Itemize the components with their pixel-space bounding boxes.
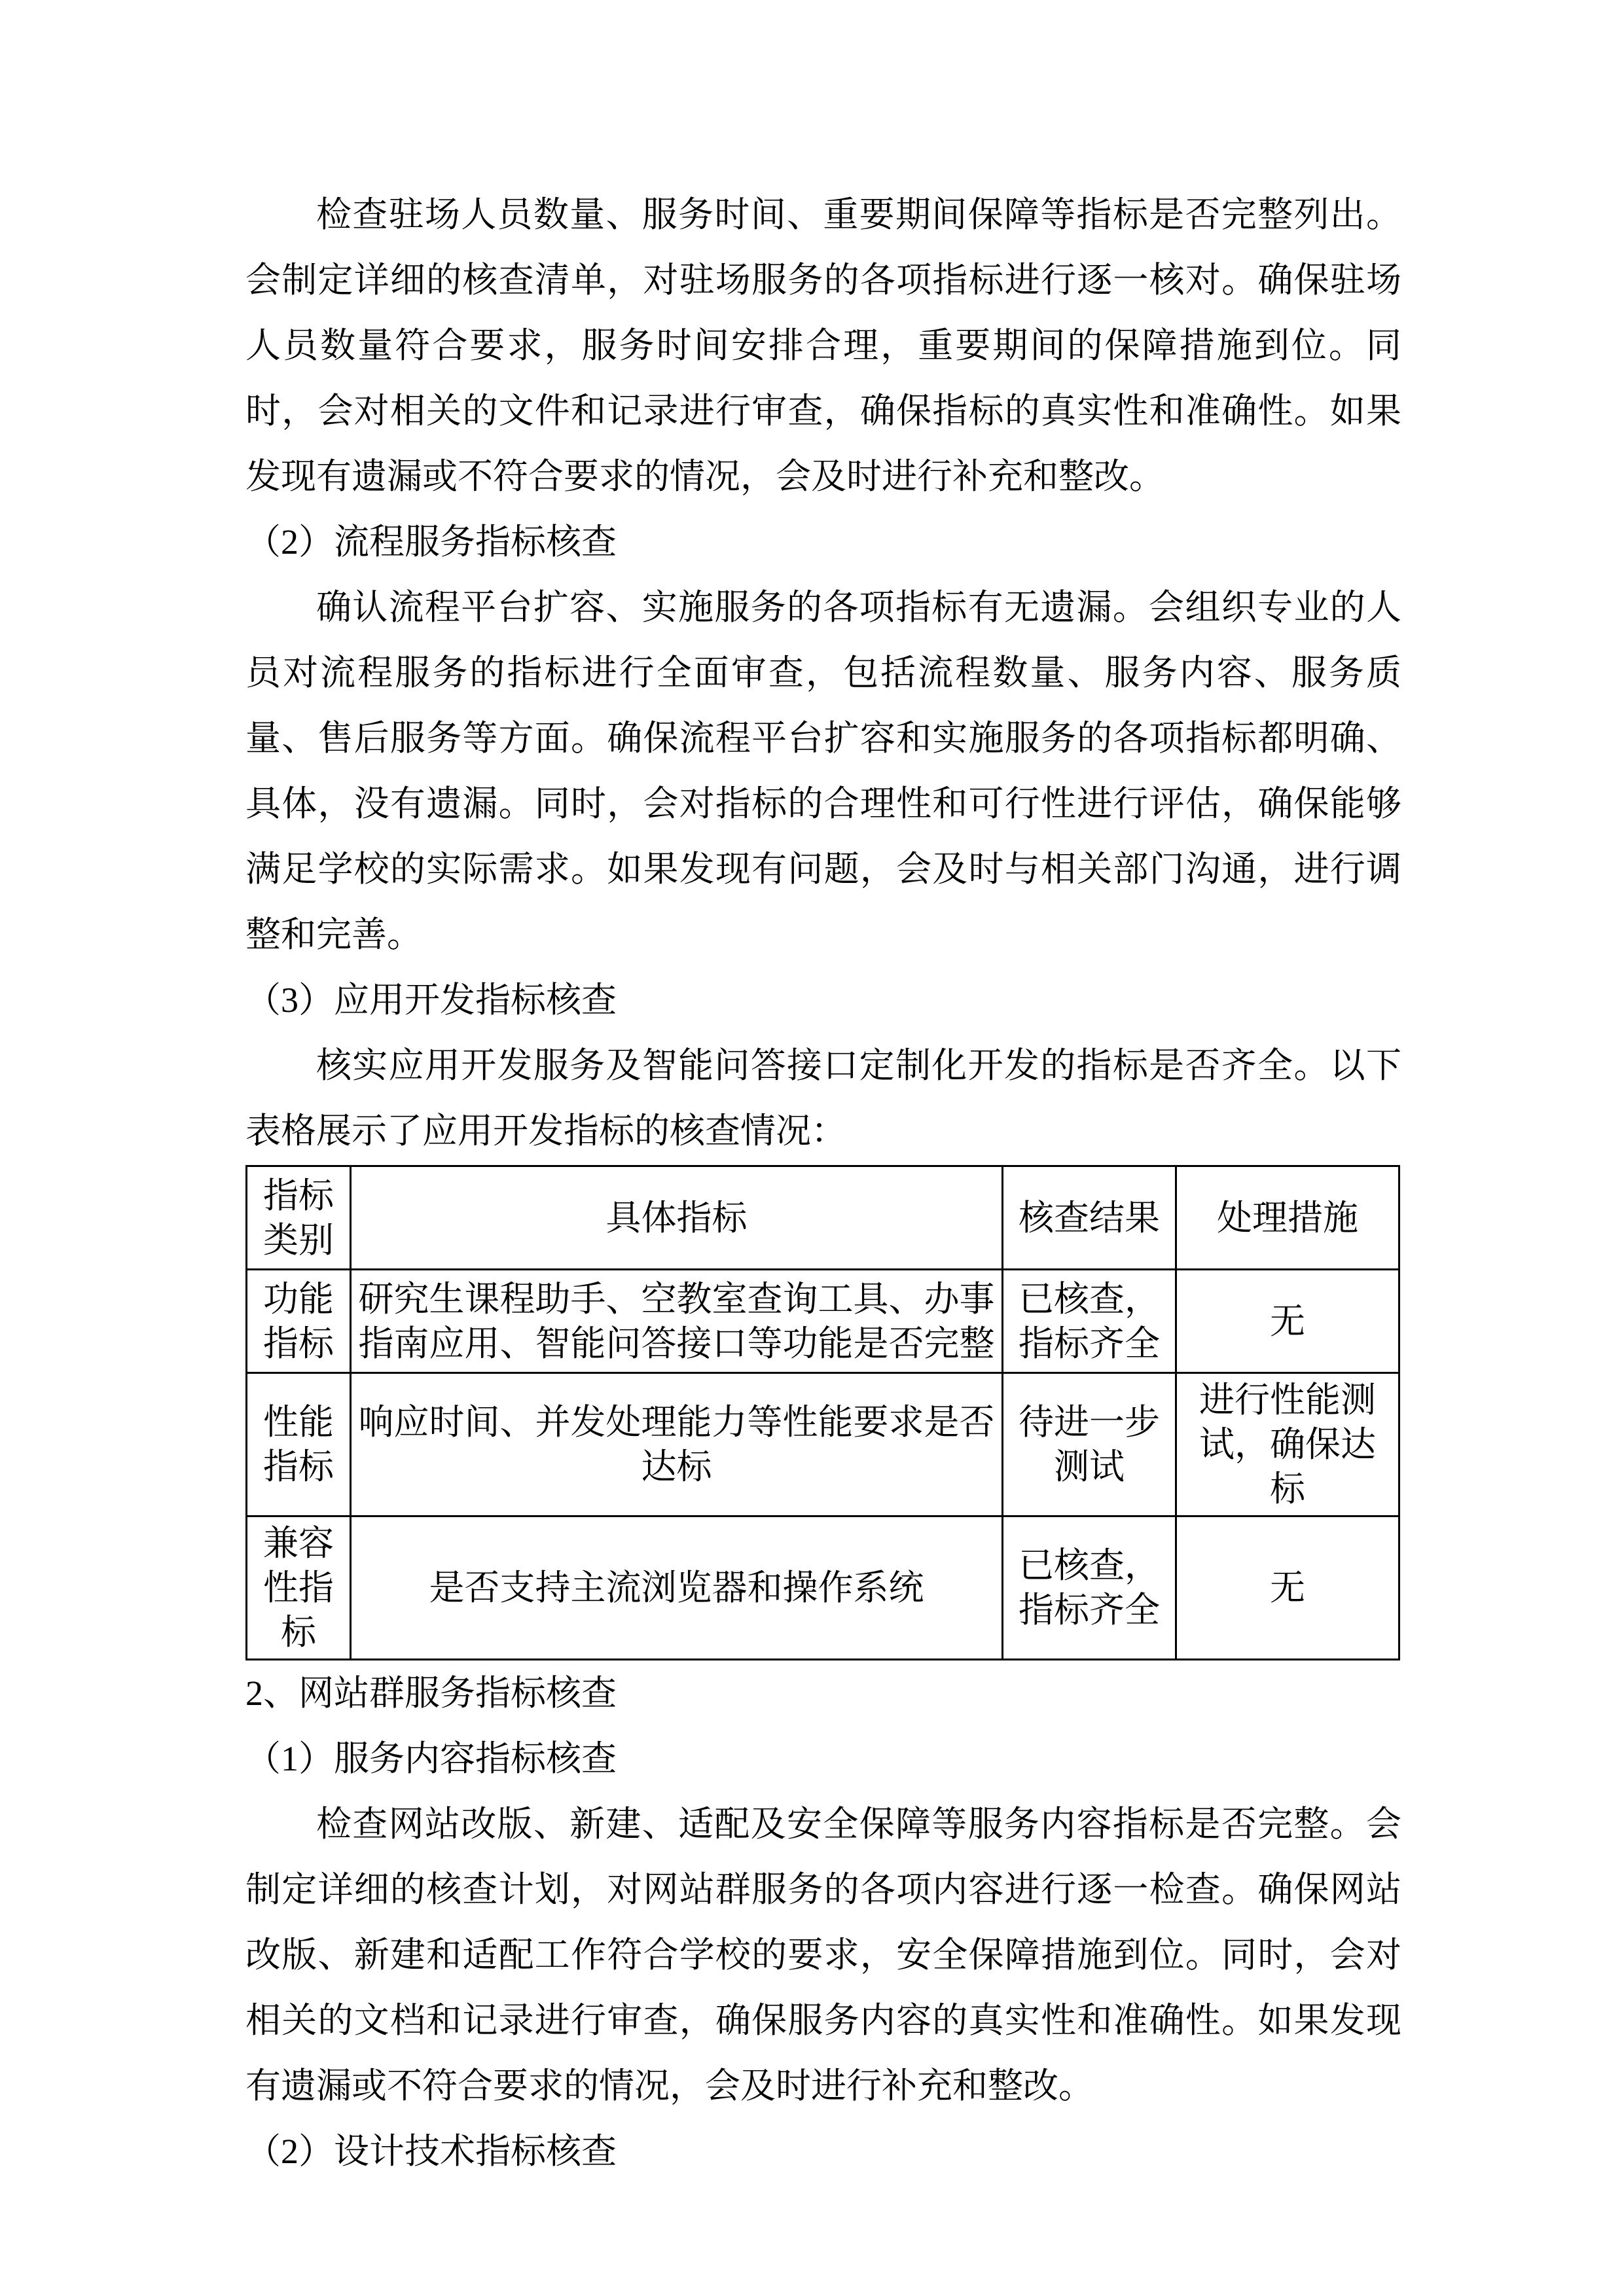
cell-category: 性能指标 <box>247 1373 351 1516</box>
cell-specific-indicator: 响应时间、并发处理能力等性能要求是否达标 <box>351 1373 1003 1516</box>
heading-website-group-check: 2、网站群服务指标核查 <box>245 1674 617 1713</box>
cell-handling-measure: 无 <box>1176 1270 1399 1373</box>
cell-category: 功能指标 <box>247 1270 351 1373</box>
column-header-indicator-category: 指标类别 <box>247 1166 351 1270</box>
paragraph-service-content-check: 检查网站改版、新建、适配及安全保障等服务内容指标是否完整。会制定详细的核查计划，对网站群服务的各项内容进行逐一检查。确保网站改版、新建和适配工作符合学校的要求，安全保障措施到位。同时，会对相关的文档和记录进行审查，确保服务内容的真实性和准确性。如果发现有遗漏或不符合要求的情况，会及时进行补充和整改。 <box>245 1804 1401 2106</box>
table-row <box>247 1270 1399 1373</box>
table-row <box>247 1373 1399 1516</box>
paragraph-onsite-staff-check: 检查驻场人员数量、服务时间、重要期间保障等指标是否完整列出。会制定详细的核查清单，对驻场服务的各项指标进行逐一核对。确保驻场人员数量符合要求，服务时间安排合理，重要期间的保障措施到位。同时，会对相关的文件和记录进行审查，确保指标的真实性和准确性。如果发现有遗漏或不符合要求的情况，会及时进行补充和整改。 <box>245 195 1401 496</box>
heading-process-service-check: （2）流程服务指标核查 <box>245 522 617 562</box>
cell-handling-measure: 无 <box>1176 1516 1399 1660</box>
cell-category: 兼容性指标 <box>247 1516 351 1660</box>
paragraph-app-dev-check: 核实应用开发服务及智能问答接口定制化开发的指标是否齐全。以下表格展示了应用开发指标的核查情况： <box>245 1046 1401 1151</box>
cell-check-result: 待进一步测试 <box>1003 1373 1176 1516</box>
cell-specific-indicator: 是否支持主流浏览器和操作系统 <box>351 1516 1003 1660</box>
heading-service-content-check: （1）服务内容指标核查 <box>245 1739 617 1778</box>
column-header-handling-measure: 处理措施 <box>1176 1166 1399 1270</box>
table-header-row <box>247 1166 1399 1270</box>
cell-specific-indicator: 研究生课程助手、空教室查询工具、办事指南应用、智能问答接口等功能是否完整 <box>351 1270 1003 1373</box>
column-header-specific-indicator: 具体指标 <box>351 1166 1003 1270</box>
heading-design-tech-check: （2）设计技术指标核查 <box>245 2132 617 2171</box>
table-header <box>247 1166 1399 1270</box>
cell-check-result: 已核查，指标齐全 <box>1003 1516 1176 1660</box>
table-body <box>247 1270 1399 1660</box>
column-header-check-result: 核查结果 <box>1003 1166 1176 1270</box>
table-row <box>247 1516 1399 1660</box>
paragraph-process-service-check: 确认流程平台扩容、实施服务的各项指标有无遗漏。会组织专业的人员对流程服务的指标进行全面审查，包括流程数量、服务内容、服务质量、售后服务等方面。确保流程平台扩容和实施服务的各项指标都明确、具体，没有遗漏。同时，会对指标的合理性和可行性进行评估，确保能够满足学校的实际需求。如果发现有问题，会及时与相关部门沟通，进行调整和完善。 <box>245 588 1401 954</box>
heading-app-dev-check: （3）应用开发指标核查 <box>245 980 617 1020</box>
cell-handling-measure: 进行性能测试，确保达标 <box>1176 1373 1399 1516</box>
cell-check-result: 已核查，指标齐全 <box>1003 1270 1176 1373</box>
appdev-indicator-check-table <box>245 1165 1400 1660</box>
